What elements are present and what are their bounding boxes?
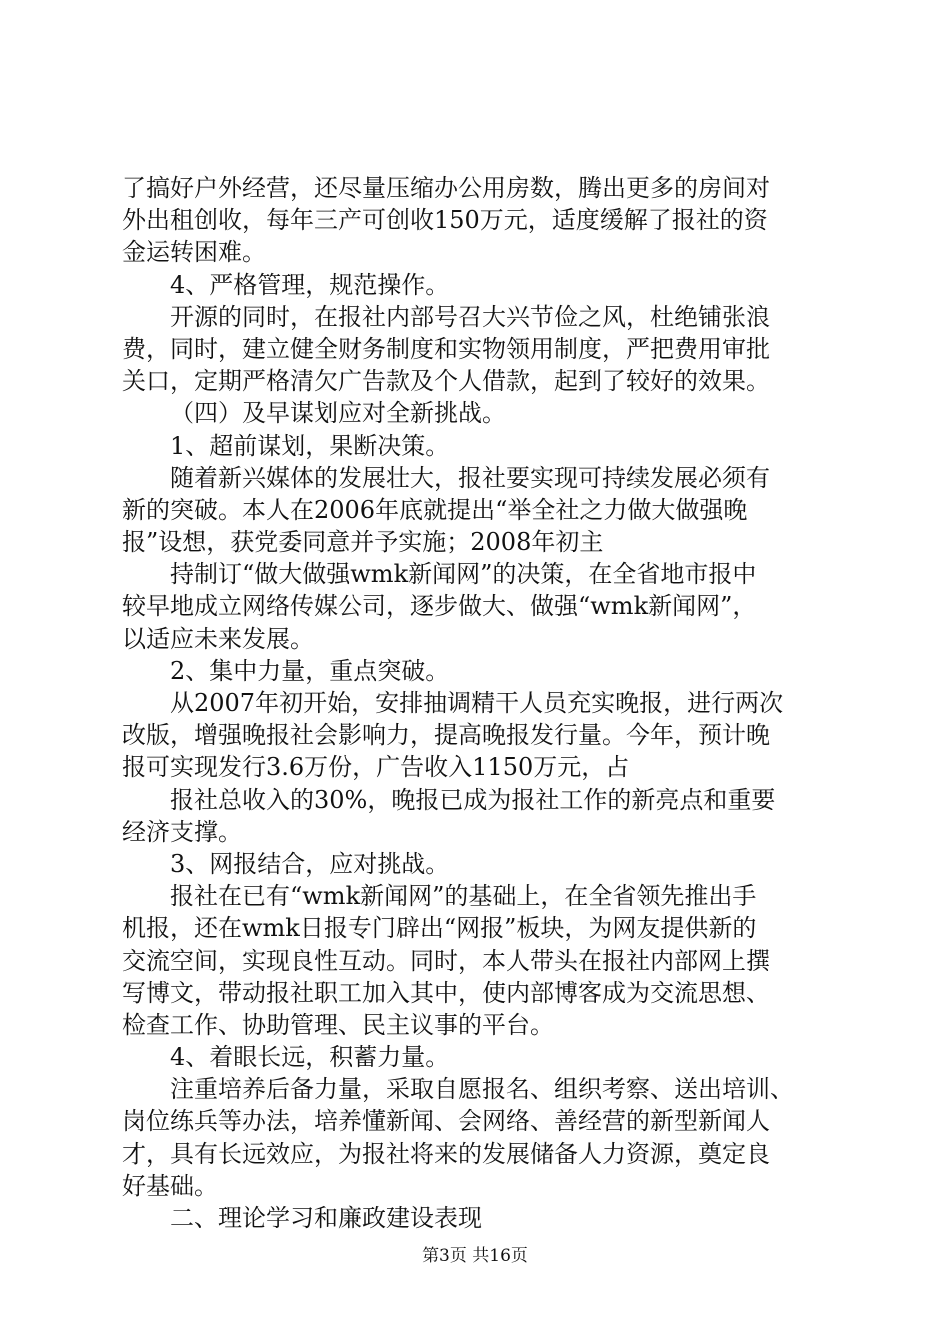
text-line: 1、超前谋划，果断决策。 [170, 431, 450, 460]
text-line: 持制订“做大做强wmk新闻网”的决策，在全省地市报中 [170, 560, 757, 589]
text-line: 了搞好户外经营，还尽量压缩办公用房数，腾出更多的房间对 [122, 174, 770, 202]
text-line: 注重培养后备力量，采取自愿报名、组织考察、送出培训、 [170, 1075, 794, 1104]
text-line: 金运转困难。 [122, 238, 266, 267]
text-line: 3、网报结合，应对挑战。 [170, 849, 450, 878]
text-line: 报”设想，获党委同意并予实施；2008年初主 [122, 528, 604, 557]
text-line: 2、集中力量，重点突破。 [170, 656, 450, 685]
text-line: 二、理论学习和廉政建设表现 [170, 1204, 482, 1232]
text-line: 好基础。 [122, 1171, 218, 1200]
text-line: 岗位练兵等办法，培养懂新闻、会网络、善经营的新型新闻人 [122, 1107, 770, 1136]
text-line: 交流空间，实现良性互动。同时，本人带头在报社内部网上撰 [122, 946, 770, 975]
text-line: 检查工作、协助管理、民主议事的平台。 [122, 1010, 554, 1039]
text-line: 开源的同时，在报社内部号召大兴节俭之风，杜绝铺张浪 [170, 302, 770, 331]
text-line: 关口，定期严格清欠广告款及个人借款，起到了较好的效果。 [122, 367, 770, 396]
text-line: 写博文，带动报社职工加入其中，使内部博客成为交流思想、 [122, 978, 770, 1007]
text-line: （四）及早谋划应对全新挑战。 [170, 399, 506, 428]
text-line: 报社总收入的30%，晚报已成为报社工作的新亮点和重要 [170, 785, 776, 814]
text-line: 从2007年初开始，安排抽调精干人员充实晚报，进行两次 [170, 689, 784, 717]
page-footer: 第3页 共16页 [422, 1246, 528, 1266]
text-line: 4、严格管理，规范操作。 [170, 270, 450, 299]
text-line: 4、着眼长远，积蓄力量。 [170, 1043, 450, 1072]
document-body [122, 172, 842, 1234]
text-line: 费，同时，建立健全财务制度和实物领用制度，严把费用审批 [122, 334, 770, 363]
text-line: 才，具有长远效应，为报社将来的发展储备人力资源，奠定良 [122, 1139, 770, 1168]
text-line: 新的突破。本人在2006年底就提出“举全社之力做大做强晚 [122, 495, 748, 524]
text-line: 机报，还在wmk日报专门辟出“网报”板块，为网友提供新的 [122, 914, 757, 943]
text-line: 经济支撑。 [122, 817, 242, 846]
text-line: 改版，增强晚报社会影响力，提高晚报发行量。今年，预计晚 [122, 721, 770, 750]
text-line: 较早地成立网络传媒公司，逐步做大、做强“wmk新闻网”， [122, 592, 757, 621]
text-line: 外出租创收，每年三产可创收150万元，适度缓解了报社的资 [122, 206, 768, 235]
text-line: 报社在已有“wmk新闻网”的基础上，在全省领先推出手 [170, 882, 757, 911]
text-line: 以适应未来发展。 [122, 624, 314, 653]
text-line: 报可实现发行3.6万份，广告收入1150万元，占 [122, 753, 630, 782]
text-line: 随着新兴媒体的发展壮大，报社要实现可持续发展必须有 [170, 463, 770, 492]
